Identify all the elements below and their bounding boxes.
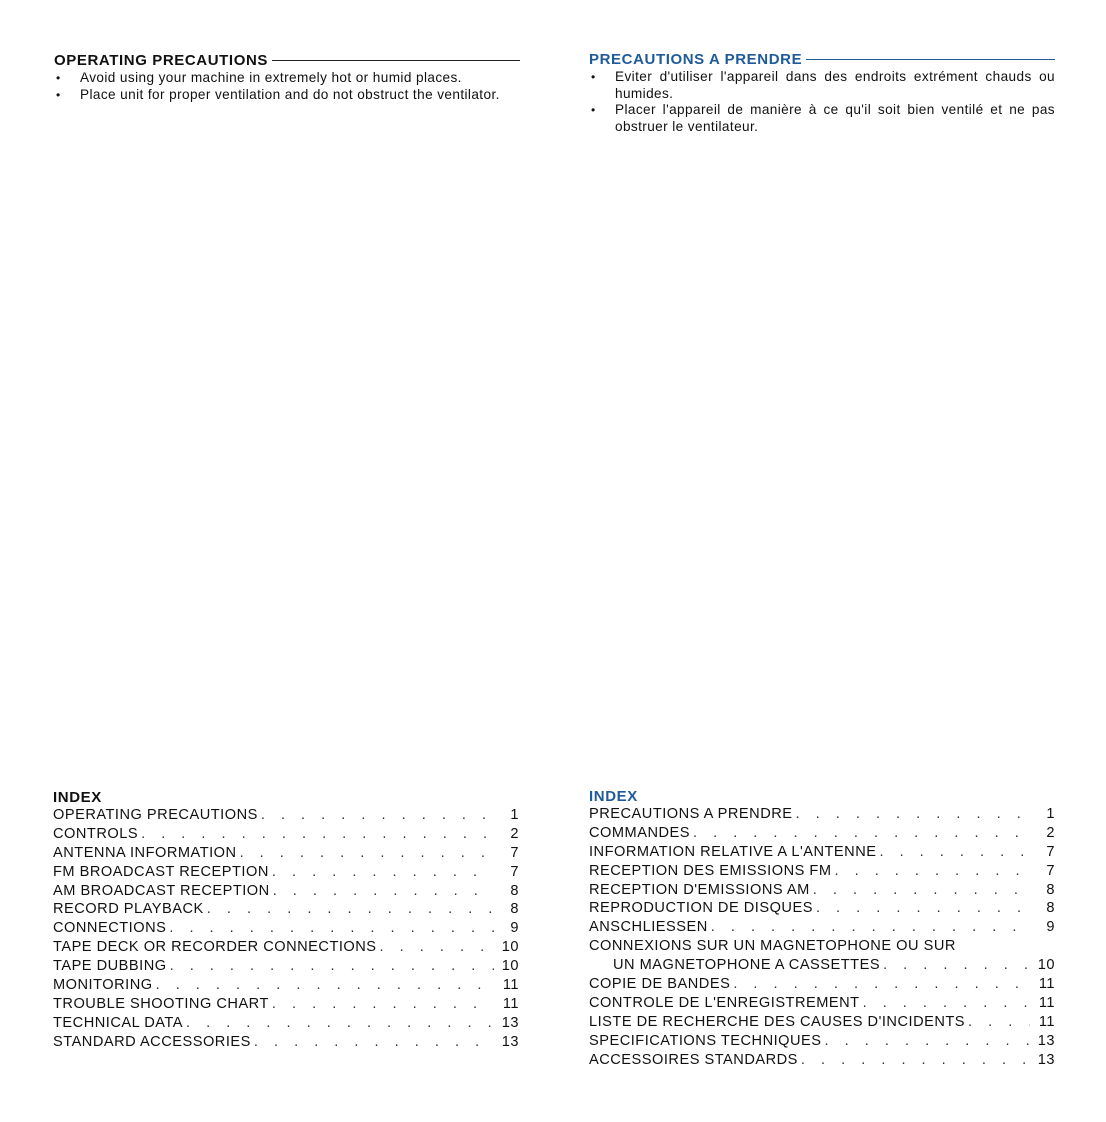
index-entry-title: REPRODUCTION DE DISQUES bbox=[589, 900, 813, 917]
index-entry-title: ANSCHLIESSEN bbox=[589, 919, 708, 936]
index-entry-page: 9 bbox=[1046, 919, 1055, 936]
index-entry-page: 7 bbox=[510, 863, 519, 880]
precaution-text: Eviter d'utiliser l'appareil dans des endroits extrément chauds ou humides. bbox=[615, 69, 1055, 101]
english-precautions-heading-row bbox=[54, 50, 520, 70]
index-entry bbox=[53, 1015, 519, 1034]
index-entry-page: 10 bbox=[1037, 957, 1055, 974]
dot-leader bbox=[816, 900, 1030, 916]
french-index-list bbox=[589, 806, 1055, 1070]
index-entry-page: 8 bbox=[1046, 881, 1055, 898]
french-index-section bbox=[589, 787, 1055, 1070]
french-index-title: INDEX bbox=[589, 788, 638, 805]
precaution-item bbox=[54, 70, 520, 87]
dot-leader bbox=[272, 996, 494, 1012]
index-entry bbox=[589, 844, 1055, 863]
index-entry-title: COMMANDES bbox=[589, 824, 690, 841]
index-entry bbox=[53, 807, 519, 826]
index-entry-title: CONNEXIONS SUR UN MAGNETOPHONE OU SUR bbox=[589, 938, 956, 955]
precaution-item bbox=[589, 69, 1055, 102]
dot-leader bbox=[170, 958, 494, 974]
index-entry bbox=[53, 845, 519, 864]
dot-leader bbox=[169, 920, 494, 936]
index-entry-title: RECEPTION D'EMISSIONS AM bbox=[589, 881, 810, 898]
index-entry-page: 7 bbox=[510, 844, 519, 861]
index-entry-page: 10 bbox=[501, 958, 519, 975]
dot-leader bbox=[796, 806, 1030, 822]
dot-leader bbox=[254, 1034, 494, 1050]
heading-rule-divider bbox=[272, 60, 520, 61]
bullet-icon: • bbox=[591, 70, 596, 84]
dot-leader bbox=[883, 957, 1030, 973]
index-entry-page: 11 bbox=[1038, 1013, 1055, 1030]
index-entry bbox=[53, 864, 519, 883]
dot-leader bbox=[825, 1033, 1030, 1049]
index-entry-page: 13 bbox=[501, 1014, 519, 1031]
bullet-icon: • bbox=[56, 71, 61, 85]
index-entry-page: 11 bbox=[502, 995, 519, 1012]
french-precautions-heading-row bbox=[589, 49, 1055, 69]
index-entry bbox=[589, 825, 1055, 844]
index-entry-title: CONTROLE DE L'ENREGISTREMENT bbox=[589, 994, 860, 1011]
index-entry bbox=[53, 958, 519, 977]
index-entry bbox=[53, 901, 519, 920]
index-entry-page: 2 bbox=[510, 825, 519, 842]
index-entry-page: 8 bbox=[510, 901, 519, 918]
index-entry-title: LISTE DE RECHERCHE DES CAUSES D'INCIDENTS bbox=[589, 1013, 966, 1030]
dot-leader bbox=[380, 939, 494, 955]
index-entry bbox=[589, 938, 1055, 957]
index-entry bbox=[53, 939, 519, 958]
index-entry-title: PRECAUTIONS A PRENDRE bbox=[589, 806, 793, 822]
index-entry-page: 13 bbox=[501, 1033, 519, 1050]
index-entry bbox=[589, 919, 1055, 938]
english-precautions-list bbox=[54, 70, 520, 103]
index-entry-page: 8 bbox=[510, 882, 519, 899]
index-entry bbox=[53, 883, 519, 902]
french-precautions-heading: PRECAUTIONS A PRENDRE bbox=[589, 50, 803, 68]
dot-leader bbox=[801, 1052, 1030, 1068]
index-entry bbox=[589, 1033, 1055, 1052]
index-entry-title: UN MAGNETOPHONE A CASSETTES bbox=[613, 957, 881, 974]
index-entry-title: TAPE DECK OR RECORDER CONNECTIONS bbox=[53, 939, 377, 956]
index-entry bbox=[589, 976, 1055, 995]
index-entry-title: CONTROLS bbox=[53, 825, 139, 842]
index-entry-title: TAPE DUBBING bbox=[53, 958, 167, 975]
index-entry-title: RECORD PLAYBACK bbox=[53, 901, 204, 918]
index-entry-title: AM BROADCAST RECEPTION bbox=[53, 882, 270, 899]
index-entry bbox=[589, 900, 1055, 919]
index-entry-title: INFORMATION RELATIVE A L'ANTENNE bbox=[589, 843, 877, 860]
dot-leader bbox=[879, 844, 1030, 860]
dot-leader bbox=[813, 882, 1030, 898]
index-entry bbox=[589, 882, 1055, 901]
dot-leader bbox=[156, 977, 494, 993]
index-entry-title: SPECIFICATIONS TECHNIQUES bbox=[589, 1032, 822, 1049]
dot-leader bbox=[141, 826, 494, 842]
index-entry-page: 1 bbox=[510, 807, 519, 823]
dot-leader bbox=[733, 976, 1030, 992]
index-entry bbox=[589, 863, 1055, 882]
index-entry bbox=[53, 920, 519, 939]
dot-leader bbox=[968, 1014, 1030, 1030]
index-entry bbox=[53, 996, 519, 1015]
index-entry-title: OPERATING PRECAUTIONS bbox=[53, 807, 258, 823]
dot-leader bbox=[240, 845, 494, 861]
dot-leader bbox=[261, 807, 494, 823]
index-entry-page: 10 bbox=[501, 939, 519, 956]
index-entry bbox=[53, 1034, 519, 1053]
index-entry-title: TROUBLE SHOOTING CHART bbox=[53, 995, 269, 1012]
index-entry-title: CONNECTIONS bbox=[53, 920, 167, 937]
index-entry-page: 11 bbox=[1038, 994, 1055, 1011]
english-precautions-heading: OPERATING PRECAUTIONS bbox=[54, 51, 269, 69]
index-entry-title: STANDARD ACCESSORIES bbox=[53, 1033, 251, 1050]
index-entry bbox=[53, 977, 519, 996]
english-index-list bbox=[53, 807, 519, 1053]
index-entry bbox=[53, 826, 519, 845]
index-entry-page: 11 bbox=[1038, 976, 1055, 993]
bullet-icon: • bbox=[56, 87, 61, 102]
precaution-text: Avoid using your machine in extremely hot or humid places. bbox=[80, 70, 462, 85]
index-entry-title: COPIE DE BANDES bbox=[589, 976, 731, 993]
english-index-section bbox=[53, 788, 519, 1053]
index-entry-page: 1 bbox=[1046, 806, 1055, 822]
index-entry-page: 11 bbox=[502, 977, 519, 994]
english-precautions-section bbox=[54, 50, 520, 103]
heading-rule-divider bbox=[806, 59, 1055, 60]
english-index-title: INDEX bbox=[53, 789, 102, 806]
index-entry-page: 2 bbox=[1046, 824, 1055, 841]
index-entry-page: 13 bbox=[1037, 1051, 1055, 1068]
precaution-item bbox=[54, 87, 520, 104]
precaution-text: Place unit for proper ventilation and do not obstruct the ventilator. bbox=[80, 86, 500, 102]
precaution-text: Placer l'appareil de manière à ce qu'il soit bien ventilé et ne pas obstruer le ventilateur. bbox=[615, 102, 1055, 134]
french-precautions-list bbox=[589, 69, 1055, 135]
dot-leader bbox=[207, 901, 494, 917]
precaution-item bbox=[589, 102, 1055, 135]
index-entry bbox=[589, 1052, 1055, 1071]
index-entry bbox=[589, 806, 1055, 825]
index-entry-page: 7 bbox=[1046, 843, 1055, 860]
index-entry bbox=[589, 1014, 1055, 1033]
dot-leader bbox=[693, 825, 1030, 841]
index-entry-title: RECEPTION DES EMISSIONS FM bbox=[589, 862, 832, 879]
index-entry-page: 7 bbox=[1046, 862, 1055, 879]
index-entry bbox=[589, 957, 1055, 976]
dot-leader bbox=[273, 883, 494, 899]
dot-leader bbox=[272, 864, 494, 880]
french-precautions-section bbox=[589, 49, 1055, 135]
index-entry-title: FM BROADCAST RECEPTION bbox=[53, 863, 269, 880]
dot-leader bbox=[863, 995, 1030, 1011]
dot-leader bbox=[711, 919, 1030, 935]
index-entry-title: ACCESSOIRES STANDARDS bbox=[589, 1051, 798, 1068]
bullet-icon: • bbox=[591, 103, 596, 117]
index-entry-title: TECHNICAL DATA bbox=[53, 1014, 183, 1031]
index-entry-page: 13 bbox=[1037, 1032, 1055, 1049]
dot-leader bbox=[834, 863, 1030, 879]
index-entry bbox=[589, 995, 1055, 1014]
index-entry-title: MONITORING bbox=[53, 977, 153, 994]
index-entry-page: 9 bbox=[510, 920, 519, 937]
dot-leader bbox=[186, 1015, 494, 1031]
index-entry-title: ANTENNA INFORMATION bbox=[53, 844, 237, 861]
index-entry-page: 8 bbox=[1046, 900, 1055, 917]
